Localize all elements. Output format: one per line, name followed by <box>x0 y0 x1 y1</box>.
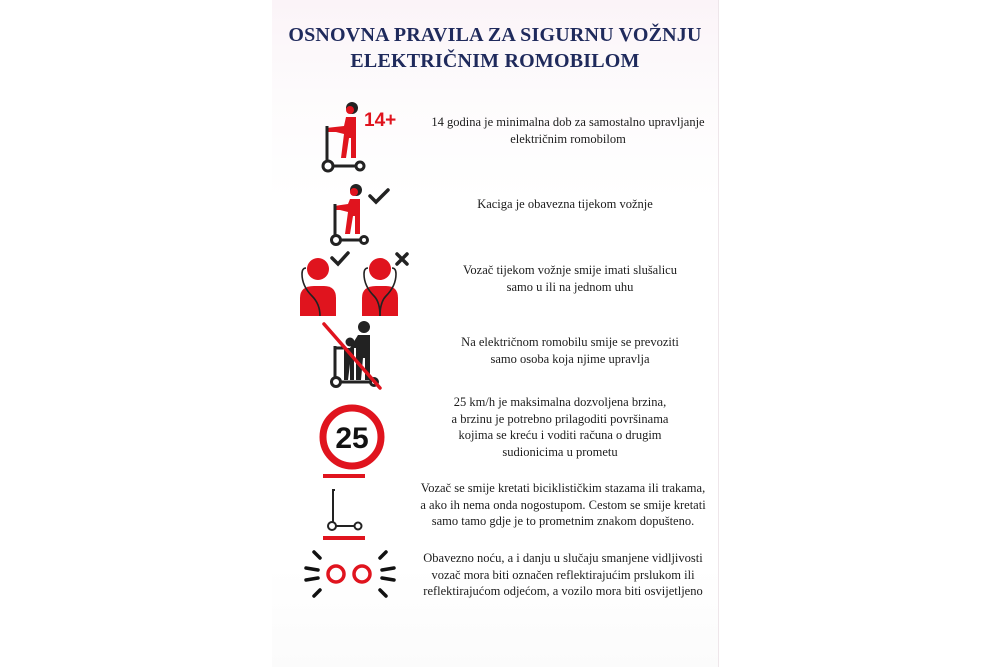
rule-line: Na električnom romobilu smije se prevoziti <box>461 335 679 349</box>
scooter-lane-icon <box>320 474 370 540</box>
age-badge: 14+ <box>364 110 397 131</box>
rule-text-speed <box>430 394 690 460</box>
rule-text-visibility <box>408 550 718 600</box>
rule-text-passenger <box>440 334 700 367</box>
rule-line: reflektirajućom odjećom, a vozilo mora biti osvijetljeno <box>423 584 703 598</box>
rule-line: samo u ili na jednom uhu <box>506 279 634 294</box>
speed-limit-sign-icon <box>319 404 385 470</box>
rule-text-lanes <box>408 480 718 530</box>
rule-line: 14 godina je minimalna dob za samostalno upravljanje <box>431 115 705 129</box>
rule-line: Vozač tijekom vožnje smije imati slušalicu <box>463 263 677 277</box>
rule-line: kojima se kreću i voditi računa o drugim <box>458 428 662 442</box>
rule-line: 25 km/h je maksimalna dozvoljena brzina, <box>453 395 667 409</box>
rule-line: sudionicima u prometu <box>502 444 618 459</box>
scooter-helmet-check-icon <box>326 182 396 247</box>
rule-line: Vozač se smije kretati biciklističkim stazama ili trakama, <box>420 481 706 495</box>
rule-line: samo tamo gdje je to prometnim znakom dopušteno. <box>431 514 695 528</box>
title-line-2: ELEKTRIČNIM ROMOBILOM <box>350 50 640 72</box>
rule-line: Kaciga je obavezna tijekom vožnje <box>477 197 653 211</box>
no-passenger-icon <box>320 318 385 390</box>
reflective-lights-icon <box>300 548 400 600</box>
poster-title <box>272 22 718 74</box>
earphone-one-ear-icon <box>292 250 427 320</box>
rule-line: električnim romobilom <box>510 131 626 146</box>
rule-line: samo osoba koja njime upravlja <box>490 351 650 366</box>
rule-text-earphone <box>440 262 700 295</box>
earphone-allowed-figure <box>300 253 348 316</box>
rule-line: vozač mora biti označen reflektirajućim prslukom ili <box>431 567 695 582</box>
rule-line: a brzinu je potrebno prilagoditi površinama <box>451 411 669 426</box>
scooter-rider-age-icon <box>316 100 406 175</box>
rule-text-helmet <box>430 196 700 213</box>
lane-line-bottom <box>323 536 365 540</box>
rule-line: a ako ih nema onda nogostupom. Cestom se smije kretati <box>420 497 706 512</box>
lane-line-top <box>323 474 365 478</box>
rule-line: Obavezno noću, a i danju u slučaju smanjene vidljivosti <box>423 551 703 565</box>
title-line-1: OSNOVNA PRAVILA ZA SIGURNU VOŽNJU <box>288 24 702 46</box>
earphone-forbidden-figure <box>362 254 407 316</box>
rule-text-age <box>418 114 718 147</box>
speed-limit-value: 25 <box>335 422 369 455</box>
